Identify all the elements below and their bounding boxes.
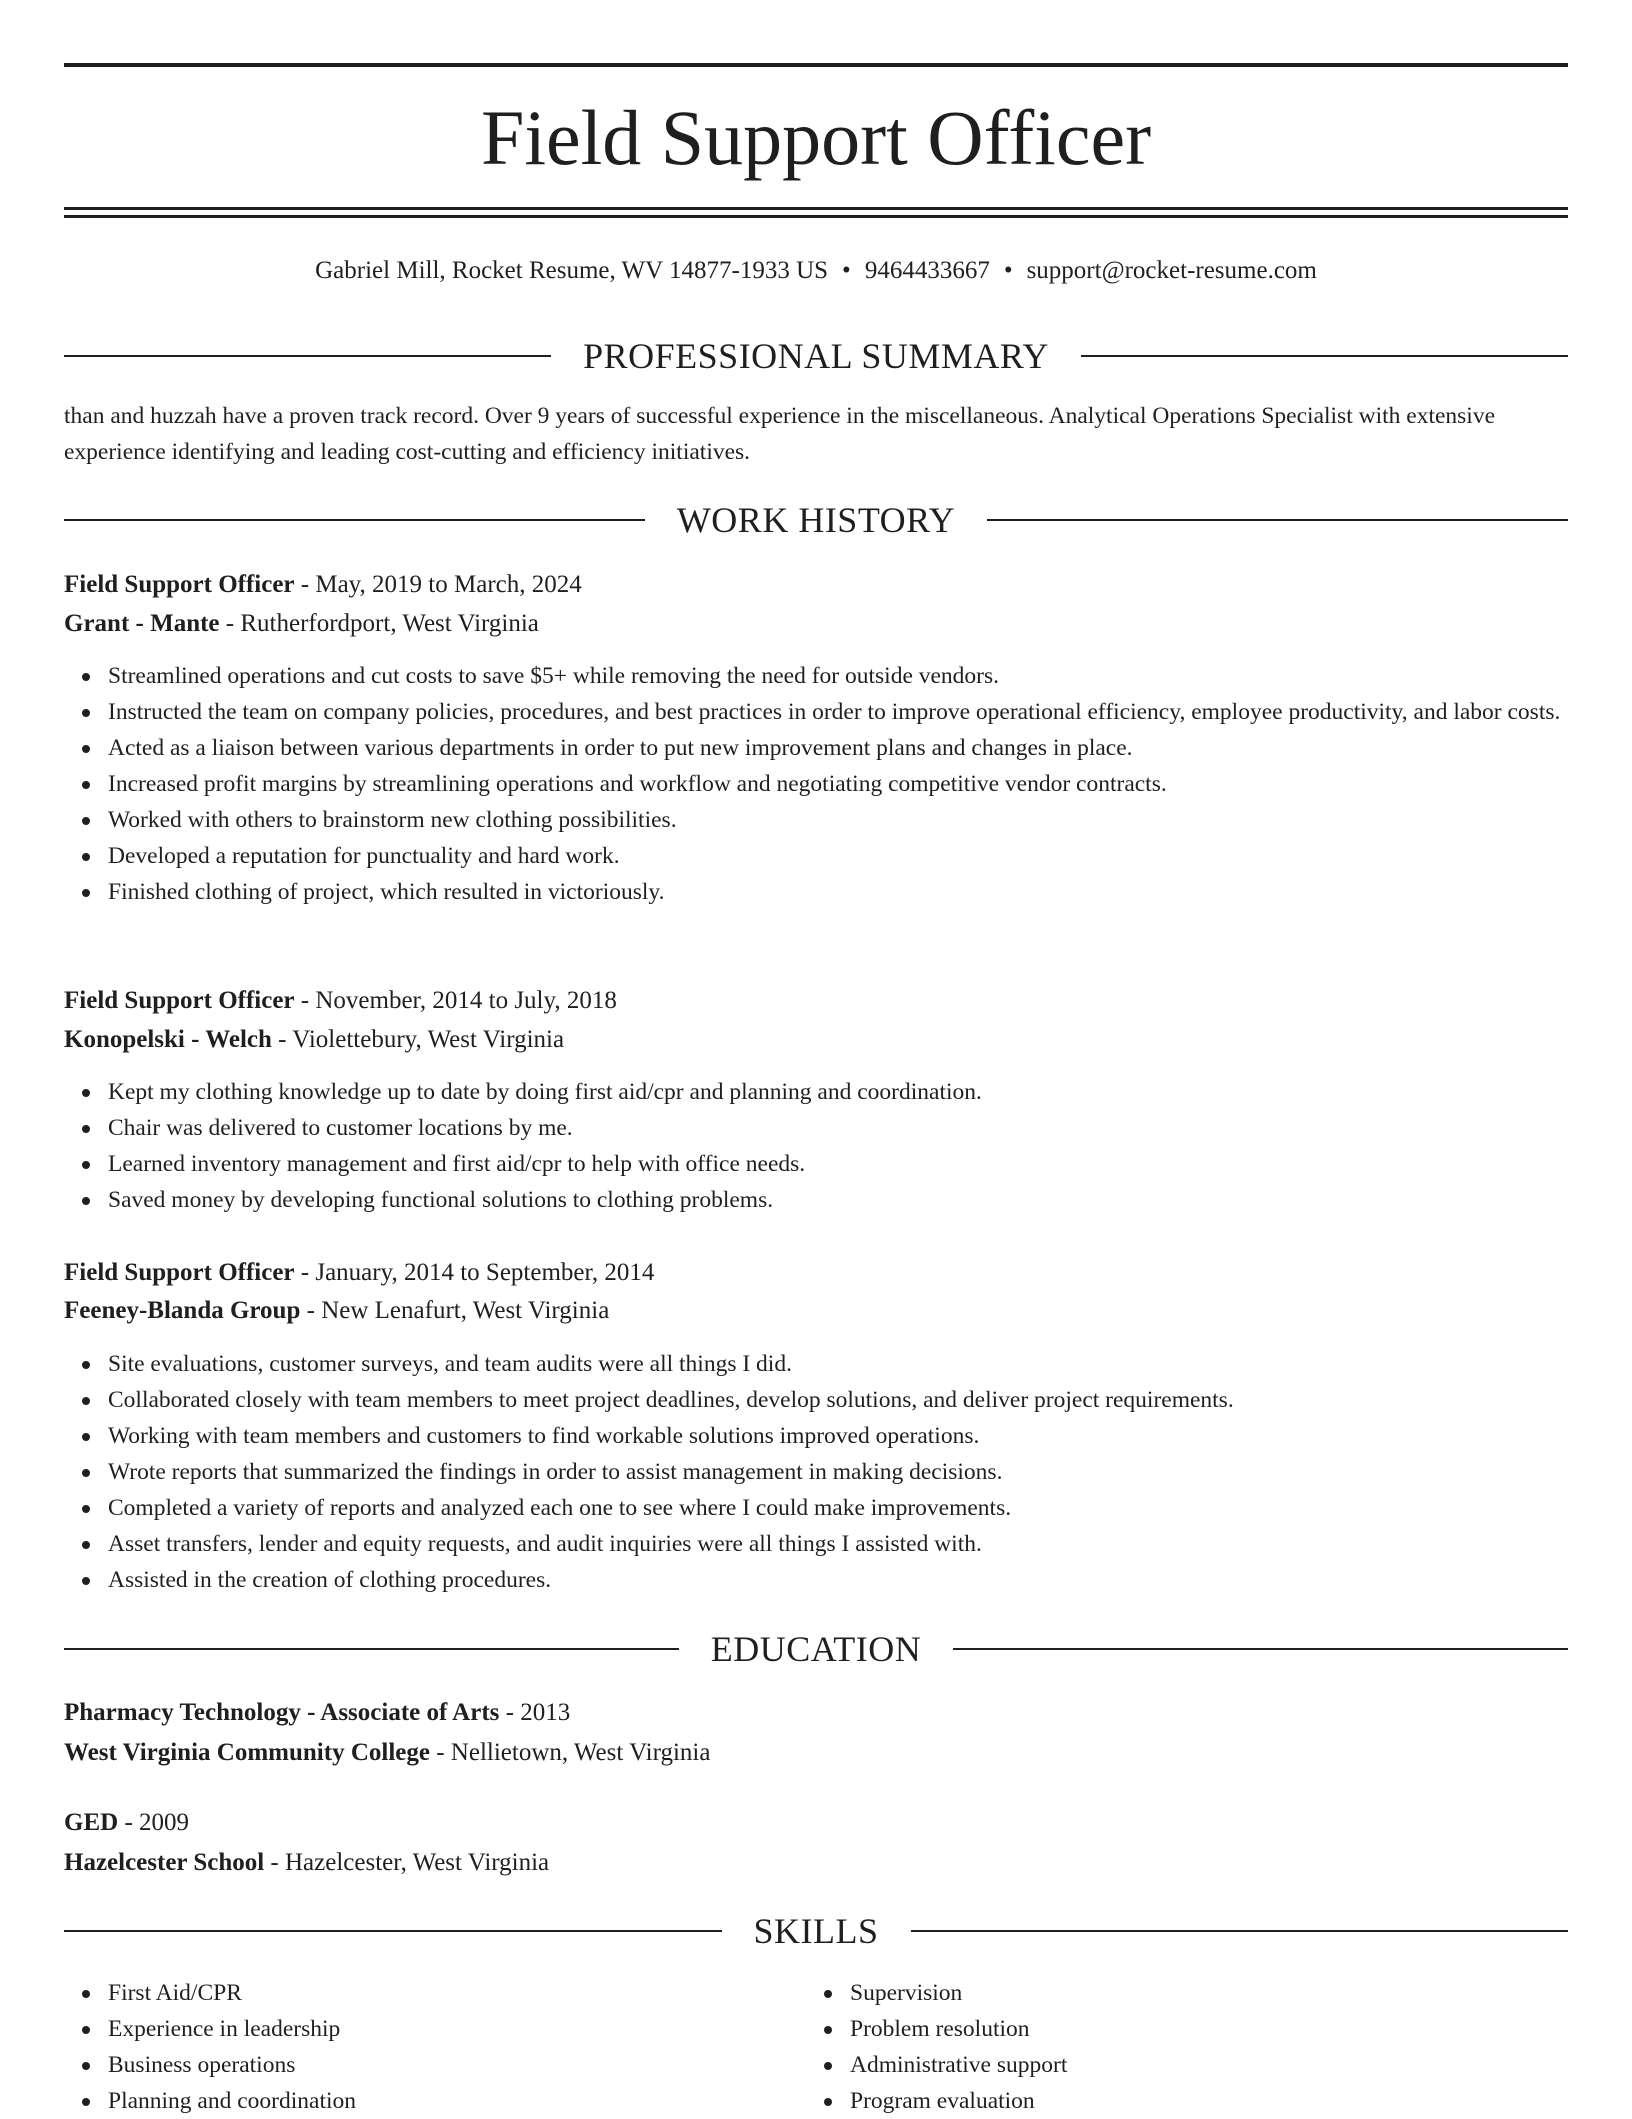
job-title-line bbox=[64, 1255, 654, 1291]
section-rule bbox=[64, 1930, 722, 1932]
list-item: Finished clothing of project, which resulted in victoriously. bbox=[108, 874, 1568, 910]
job-title-line bbox=[64, 983, 617, 1019]
job-location: - Violettebury, West Virginia bbox=[271, 1026, 565, 1053]
section-heading-summary bbox=[64, 334, 1568, 378]
top-rule bbox=[64, 63, 1568, 67]
section-rule bbox=[64, 355, 551, 357]
skill-item: Program evaluation bbox=[850, 2083, 1506, 2119]
list-item: Site evaluations, customer surveys, and team audits were all things I did. bbox=[108, 1346, 1568, 1382]
job-dates: - May, 2019 to March, 2024 bbox=[294, 571, 582, 598]
list-item: Learned inventory management and first aid/cpr to help with office needs. bbox=[108, 1146, 1568, 1182]
skill-item: First Aid/CPR bbox=[108, 1975, 764, 2011]
job-bullets bbox=[64, 1346, 1568, 1598]
list-item: Increased profit margins by streamlining operations and workflow and negotiating competitive vendor contracts. bbox=[108, 766, 1568, 802]
job-bullets bbox=[64, 658, 1568, 910]
skill-item: Business operations bbox=[108, 2047, 764, 2083]
list-item: Developed a reputation for punctuality and hard work. bbox=[108, 838, 1568, 874]
skill-item: Experience in leadership bbox=[108, 2011, 764, 2047]
list-item: Kept my clothing knowledge up to date by doing first aid/cpr and planning and coordination. bbox=[108, 1074, 1568, 1110]
job-dates: - November, 2014 to July, 2018 bbox=[294, 987, 617, 1014]
education-school: West Virginia Community College bbox=[64, 1739, 430, 1766]
education-location: - Hazelcester, West Virginia bbox=[264, 1849, 550, 1876]
skills-list-left bbox=[64, 1975, 764, 2119]
job-company: Feeney-Blanda Group bbox=[64, 1297, 301, 1324]
section-rule bbox=[987, 519, 1568, 521]
section-title: WORK HISTORY bbox=[676, 500, 956, 540]
contact-email[interactable]: support@rocket-resume.com bbox=[1026, 257, 1317, 284]
education-year: - 2013 bbox=[499, 1699, 571, 1726]
section-rule bbox=[1081, 355, 1568, 357]
list-item: Streamlined operations and cut costs to save $5+ while removing the need for outside vendors. bbox=[108, 658, 1568, 694]
section-title: EDUCATION bbox=[710, 1629, 922, 1669]
education-school-line bbox=[64, 1845, 549, 1881]
job-company-line bbox=[64, 1293, 609, 1329]
contact-line bbox=[64, 253, 1568, 289]
summary-text: than and huzzah have a proven track record. Over 9 years of successful experience in the miscellaneous. Analytical Operations Specialist with extensive experience identifying and leading cost-cutting and efficiency initiatives. bbox=[64, 403, 1496, 465]
section-rule bbox=[911, 1930, 1569, 1932]
section-heading-work bbox=[64, 498, 1568, 542]
header-rule bbox=[64, 215, 1568, 218]
section-rule bbox=[64, 519, 645, 521]
list-item: Asset transfers, lender and equity requests, and audit inquiries were all things I assisted with. bbox=[108, 1526, 1568, 1562]
job-dates: - January, 2014 to September, 2014 bbox=[294, 1259, 655, 1286]
list-item: Assisted in the creation of clothing procedures. bbox=[108, 1562, 1568, 1598]
list-item: Completed a variety of reports and analyzed each one to see where I could make improvements. bbox=[108, 1490, 1568, 1526]
list-item: Chair was delivered to customer locations by me. bbox=[108, 1110, 1568, 1146]
job-title: Field Support Officer bbox=[64, 571, 295, 598]
header-rule bbox=[64, 207, 1568, 210]
contact-separator: • bbox=[1003, 257, 1013, 284]
job-bullets bbox=[64, 1074, 1568, 1218]
skills-list-right bbox=[806, 1975, 1506, 2119]
list-item: Saved money by developing functional solutions to clothing problems. bbox=[108, 1182, 1568, 1218]
section-heading-education bbox=[64, 1627, 1568, 1671]
job-location: - New Lenafurt, West Virginia bbox=[300, 1297, 610, 1324]
job-company: Konopelski - Welch bbox=[64, 1026, 272, 1053]
section-heading-skills bbox=[64, 1909, 1568, 1953]
job-title: Field Support Officer bbox=[64, 1259, 295, 1286]
list-item: Working with team members and customers to find workable solutions improved operations. bbox=[108, 1418, 1568, 1454]
job-title-line bbox=[64, 567, 582, 603]
education-degree: GED bbox=[64, 1809, 119, 1836]
skill-item: Administrative support bbox=[850, 2047, 1506, 2083]
list-item: Worked with others to brainstorm new clothing possibilities. bbox=[108, 802, 1568, 838]
list-item: Collaborated closely with team members to meet project deadlines, develop solutions, and deliver project requirements. bbox=[108, 1382, 1568, 1418]
job-company: Grant - Mante bbox=[64, 610, 220, 637]
section-title: PROFESSIONAL SUMMARY bbox=[583, 336, 1049, 376]
contact-phone: 9464433667 bbox=[864, 257, 990, 284]
resume-name: Field Support Officer bbox=[480, 94, 1152, 181]
education-degree-line bbox=[64, 1805, 189, 1841]
education-school-line bbox=[64, 1735, 710, 1771]
contact-address: Gabriel Mill, Rocket Resume, WV 14877-1933 US bbox=[315, 257, 829, 284]
skill-item: Planning and coordination bbox=[108, 2083, 764, 2119]
education-school: Hazelcester School bbox=[64, 1849, 265, 1876]
job-company-line bbox=[64, 1022, 564, 1058]
skill-item: Supervision bbox=[850, 1975, 1506, 2011]
contact-separator: • bbox=[842, 257, 851, 284]
job-title: Field Support Officer bbox=[64, 987, 295, 1014]
education-year: - 2009 bbox=[118, 1809, 190, 1836]
section-rule bbox=[64, 1648, 679, 1650]
section-title: SKILLS bbox=[753, 1911, 879, 1951]
skill-item: Problem resolution bbox=[850, 2011, 1506, 2047]
job-company-line bbox=[64, 606, 539, 642]
list-item: Acted as a liaison between various departments in order to put new improvement plans and changes in place. bbox=[108, 730, 1568, 766]
education-degree-line bbox=[64, 1695, 570, 1731]
education-location: - Nellietown, West Virginia bbox=[429, 1739, 711, 1766]
list-item: Instructed the team on company policies, procedures, and best practices in order to improve operational efficiency, employee productivity, and labor costs. bbox=[108, 694, 1568, 730]
section-rule bbox=[953, 1648, 1568, 1650]
job-location: - Rutherfordport, West Virginia bbox=[219, 610, 539, 637]
education-degree: Pharmacy Technology - Associate of Arts bbox=[64, 1699, 500, 1726]
list-item: Wrote reports that summarized the findings in order to assist management in making decisions. bbox=[108, 1454, 1568, 1490]
